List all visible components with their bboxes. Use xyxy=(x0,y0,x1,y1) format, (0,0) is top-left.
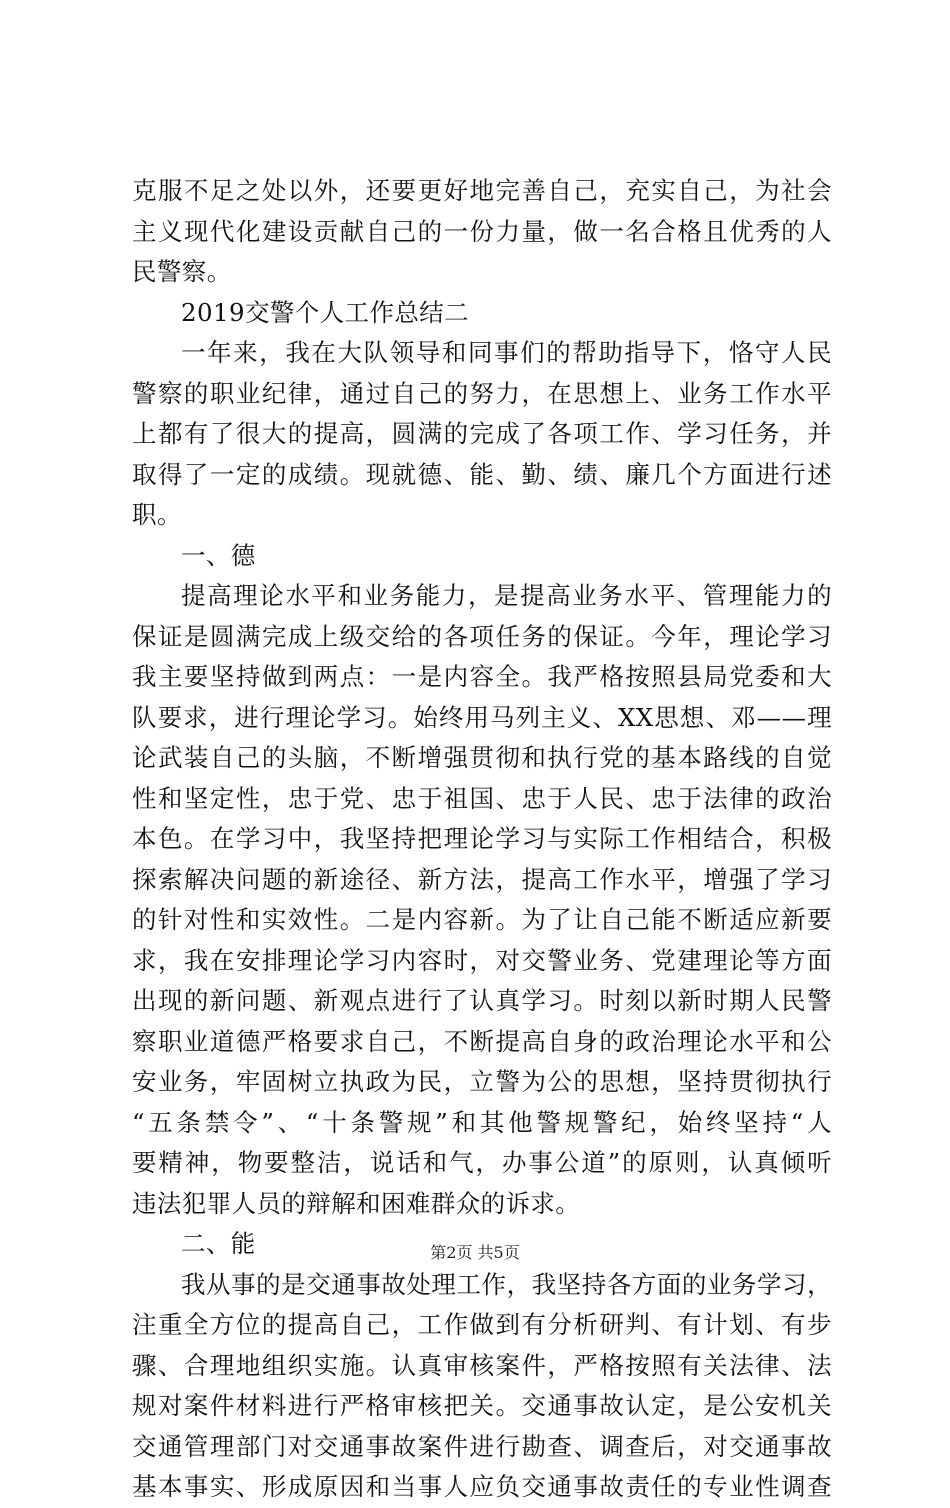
text-line: 一年来，我在大队领导和同事们的帮助指导下，恪守人民 xyxy=(181,338,832,367)
text-line: 队要求，进行理论学习。始终用马列主义、XX思想、邓——理 xyxy=(132,702,832,732)
text-line: 性和坚定性，忠于党、忠于祖国、忠于人民、忠于法律的政治 xyxy=(132,783,832,813)
text-line: 出现的新问题、新观点进行了认真学习。时刻以新时期人民警 xyxy=(132,986,832,1015)
text-line: 察职业道德严格要求自己，不断提高自身的政治理论水平和公 xyxy=(132,1026,832,1056)
text-line: 上都有了很大的提高，圆满的完成了各项工作、学习任务，并 xyxy=(132,419,832,448)
document-body xyxy=(132,171,832,1508)
text-line: 骤、合理地组织实施。认真审核案件，严格按照有关法律、法 xyxy=(132,1350,832,1380)
text-line: 二、能 xyxy=(181,1229,256,1258)
text-line: 主义现代化建设贡献自己的一份力量，做一名合格且优秀的人 xyxy=(132,216,832,246)
text-line: 克服不足之处以外，还要更好地完善自己，充实自己，为社会 xyxy=(132,176,832,205)
text-line: 职。 xyxy=(132,500,182,529)
text-line: 论武装自己的头脑，不断增强贯彻和执行党的基本路线的自觉 xyxy=(132,743,832,772)
text-line: 2019交警个人工作总结二 xyxy=(181,297,470,327)
text-line: 警察的职业纪律，通过自己的努力，在思想上、业务工作水平 xyxy=(132,378,832,408)
text-line: 民警察。 xyxy=(132,257,232,286)
text-line: 保证是圆满完成上级交给的各项任务的保证。今年，理论学习 xyxy=(132,621,832,651)
text-line: 基本事实、形成原因和当事人应负交通事故责任的专业性调查 xyxy=(132,1472,832,1501)
text-line: “五条禁令”、“十条警规”和其他警规警纪，始终坚持“人 xyxy=(132,1107,832,1137)
text-line: 安业务，牢固树立执政为民，立警为公的思想，坚持贯彻执行 xyxy=(132,1067,832,1096)
page-footer: 第2页 共5页 xyxy=(430,1243,520,1262)
text-line: 一、德 xyxy=(181,540,256,570)
text-line: 提高理论水平和业务能力，是提高业务水平、管理能力的 xyxy=(181,581,832,610)
text-line: 注重全方位的提高自己，工作做到有分析研判、有计划、有步 xyxy=(132,1310,832,1339)
text-line: 探索解决问题的新途径、新方法，提高工作水平，增强了学习 xyxy=(132,864,832,894)
text-line: 取得了一定的成绩。现就德、能、勤、绩、廉几个方面进行述 xyxy=(132,459,832,489)
text-line: 的针对性和实效性。二是内容新。为了让自己能不断适应新要 xyxy=(132,905,832,934)
text-line: 规对案件材料进行严格审核把关。交通事故认定，是公安机关 xyxy=(132,1391,832,1420)
text-line: 本色。在学习中，我坚持把理论学习与实际工作相结合，积极 xyxy=(132,824,832,853)
text-line: 我从事的是交通事故处理工作，我坚持各方面的业务学习， xyxy=(181,1269,832,1299)
text-line: 要精神，物要整洁，说话和气，办事公道”的原则，认真倾听 xyxy=(132,1148,832,1177)
text-line: 我主要坚持做到两点：一是内容全。我严格按照县局党委和大 xyxy=(132,662,832,691)
text-line: 交通管理部门对交通事故案件进行勘查、调查后，对交通事故 xyxy=(132,1431,832,1461)
text-line: 求，我在安排理论学习内容时，对交警业务、党建理论等方面 xyxy=(132,945,832,975)
text-line: 违法犯罪人员的辩解和困难群众的诉求。 xyxy=(132,1188,581,1218)
